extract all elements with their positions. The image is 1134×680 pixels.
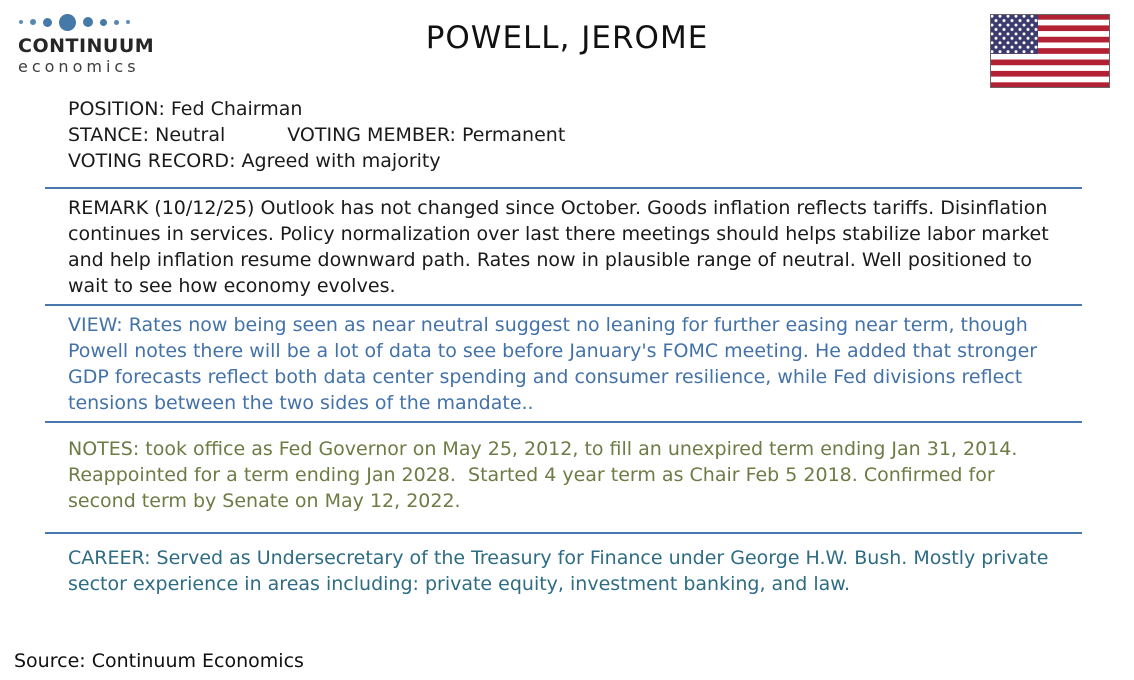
profile-body <box>0 88 1134 597</box>
stance-line <box>68 122 1068 148</box>
page-title: POWELL, JEROME <box>425 20 709 56</box>
logo-subtitle: economics <box>18 57 140 76</box>
us-flag-icon <box>990 14 1110 88</box>
header <box>0 0 1134 88</box>
notes-section: NOTES: took office as Fed Governor on May 25, 2012, to fill an unexpired term ending Jan 31, 2014. Reappointed for a term ending Jan 2028. Started 4 year term as Chair Feb 5 2018. Confirmed for second term by Senate on May 12, 2022. <box>68 438 1024 512</box>
source-note: Source: Continuum Economics <box>14 650 304 672</box>
career-section: CAREER: Served as Undersecretary of the Treasury for Finance under George H.W. Bush. Mostly private sector experience in areas including: private equity, investment banking, and law. <box>68 547 1055 595</box>
continuum-logo <box>18 8 188 77</box>
voting-member-value: VOTING MEMBER: Permanent <box>287 124 566 146</box>
voting-record-line: VOTING RECORD: Agreed with majority <box>68 150 441 172</box>
stance-value: STANCE: Neutral <box>68 124 226 146</box>
logo-name: CONTINUUM <box>18 35 155 57</box>
profile-summary <box>68 88 1068 187</box>
position-line: POSITION: Fed Chairman <box>68 98 303 120</box>
view-section: VIEW: Rates now being seen as near neutral suggest no leaning for further easing near term, though Powell notes there will be a lot of data to see before January's FOMC meeting. He added that stronger GDP forecasts reflect both data center spending and consumer resilience, while Fed divisions reflect tensions between the two sides of the mandate.. <box>68 314 1044 414</box>
remark-section: REMARK (10/12/25) Outlook has not changed since October. Goods inflation reflects tariffs. Disinflation continues in services. Policy normalization over last there meetings should helps stabilize labor market and help inflation resume downward path. Rates now in plausible range of neutral. Well positioned to wait to see how economy evolves. <box>68 197 1055 297</box>
logo-dots-icon <box>19 12 188 32</box>
